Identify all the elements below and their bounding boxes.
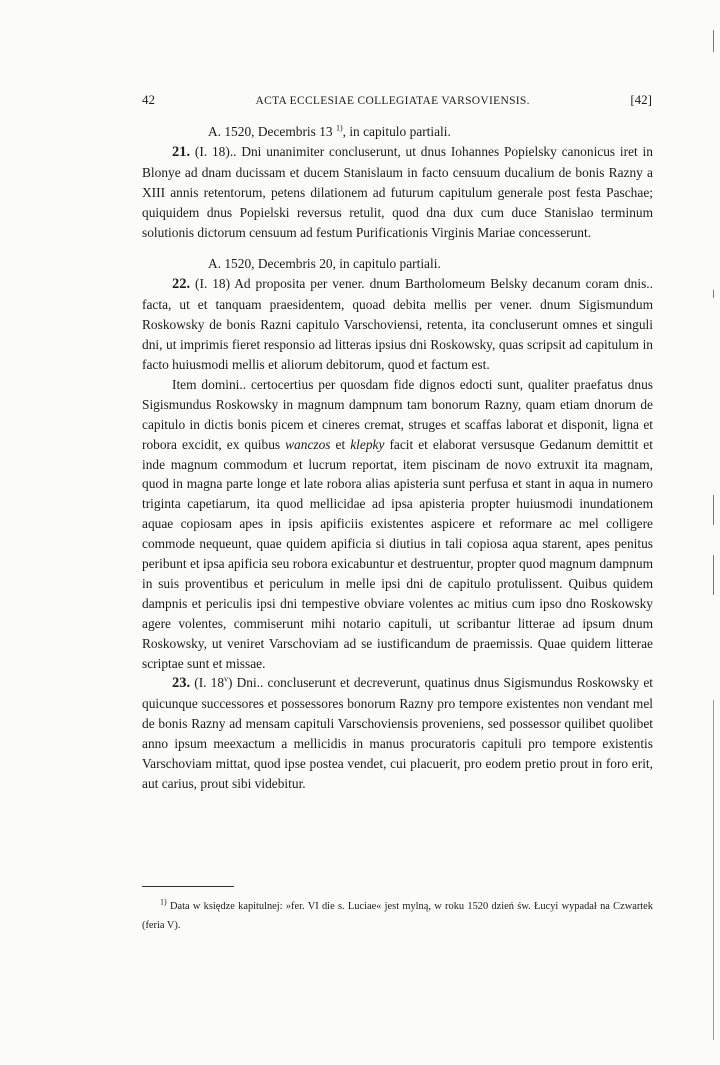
entry-ref-close: ) [228,675,233,691]
entry-21 [142,142,653,243]
entry-number: 21. [172,143,191,160]
entry-text: (I. 18).. Dni unanimiter concluserunt, ut dnus Iohannes Popielsky canonicus iret in Blonye ad dnam ducissam et ducem Stanislaum in facto censuum ducalium de bonis Razny a XIII annis retentorum, petens dilationem ad futurum capitulum generale post festa Paschae; quiquidem dnus Popielski reversus retulit, quod dna dux cum duce Stanislao terminum solutionis dictorum censuum ad festum Purificationis Virginis Mariae concesserunt. [142,143,653,240]
entry-text: (I. 18) Ad proposita per vener. dnum Bartholomeum Belsky decanum coram dnis.. facta, ut et tanquam praesidentem, quoad debita mellis per vener. dnum Sigismundum Roskowsky de bonis Razni capitulo Varschoviensi, retenta, ita concluserunt omnes et singuli dni, ut imprimis fieret responsio ad litteras ipsius dni Roskowsky, quas scripsit ad capitulum in facto huiusmodi mellis et aliorum debitorum, quod et factum est. [142,276,653,372]
entry-22 [142,274,653,375]
entry-text: et [335,436,346,452]
entry-text: Item domini.. certocertius per quosdam fide dignos edocti sunt, qualiter praefatus dnus Sigismundus Roskowsky in magnum dampnum tam bonorum Razny, quam etiam dnorum de capitulo in dictis bonis picem et cineres cremat, struges et scaffas laborat et disponit, ligna et robora excidit, ex quibus [142,376,653,452]
heading-text-rest: , in capitulo partiali. [342,124,451,139]
main-text [142,122,653,794]
section-heading-1 [142,122,653,142]
footnote-rule [142,886,234,887]
entry-number: 22. [172,276,191,293]
page-number: 42 [142,92,155,107]
footnote-1 [142,897,653,935]
entry-text: Dni.. concluserunt et decreverunt, quatinus dnus Sigismundus Roskowsky et quicunque successores et possessores bonorum Razny pro tempore existentes non vendant mel de bonis Razny ad mensam capituli Varschoviensis proveniens, sed possessor quilibet quolibet anno ipsum meexactum a mellicidis in manus procuratoris capituli pro tempore existentis Varschoviam mittat, quod ipse postea vendet, cui placuerit, pro eodem pretio prout in foro erit, aut carius, prout sibi videbitur. [142,675,653,791]
original-page-number: [42] [630,92,652,107]
running-header [142,92,652,108]
footnotes [142,897,653,935]
footnote-marker: 1) [160,897,167,907]
footnote-ref: 1) [335,123,343,133]
scan-margin [700,0,720,1065]
entry-text: facit et elaborat versusque Gedanum demittit et inde magnum commodum et lucrum reportat, item piscinam de novo extruxit ita magnam, quod in magna parte longe et late robora alias apisteria sunt perfusa et stant in aqua in numero triginta capetiarum, ita quod mellicidae ad ipsa apisteria propter huiusmodi inundationem aquae copiosam apes in ipsis apificiis existentes aspicere et reformare ac mel colligere commode nequeunt, quae quidem apificia si diutius in tali copiosa aqua starent, apes penitus peribunt et ipsa apificia seu robora exicabuntur et destruentur, propter quod magnum dampnum in suis proventibus et periculum in melle ipsi dni de capitulo protulissent. Quibus quidem dampnis et periculis ipsi dni tempestive obviare volentes ac mitius cum ipso dno Roskowsky agere volentes, commiserunt mihi notario capituli, ut scribantur litterae ad ipsum dnum Roskowsky, ut veniret Varschoviam ad se iustificandum de praemissis. Quae quidem litterae scriptae sunt et missae. [142,436,653,671]
section-heading-2: A. 1520, Decembris 20, in capitulo partiali. [208,256,441,272]
entry-22-continued [142,375,653,674]
footnote-text: Data w księdze kapitulnej: »fer. VI die s. Luciae« jest mylną, w roku 1520 dzień św. Łucyi wypadał na Czwartek (feria V). [142,901,653,931]
italic-term: wanczos [285,436,331,452]
italic-term: klepky [350,436,385,452]
running-title: ACTA ECCLESIAE COLLEGIATAE VARSOVIENSIS. [255,95,530,107]
heading-text: A. 1520, Decembris 13 [208,124,333,139]
entry-ref: (I. 18 [194,675,225,691]
entry-ref-sup: v [224,675,229,684]
entry-number: 23. [172,675,191,692]
entry-23 [142,673,653,793]
